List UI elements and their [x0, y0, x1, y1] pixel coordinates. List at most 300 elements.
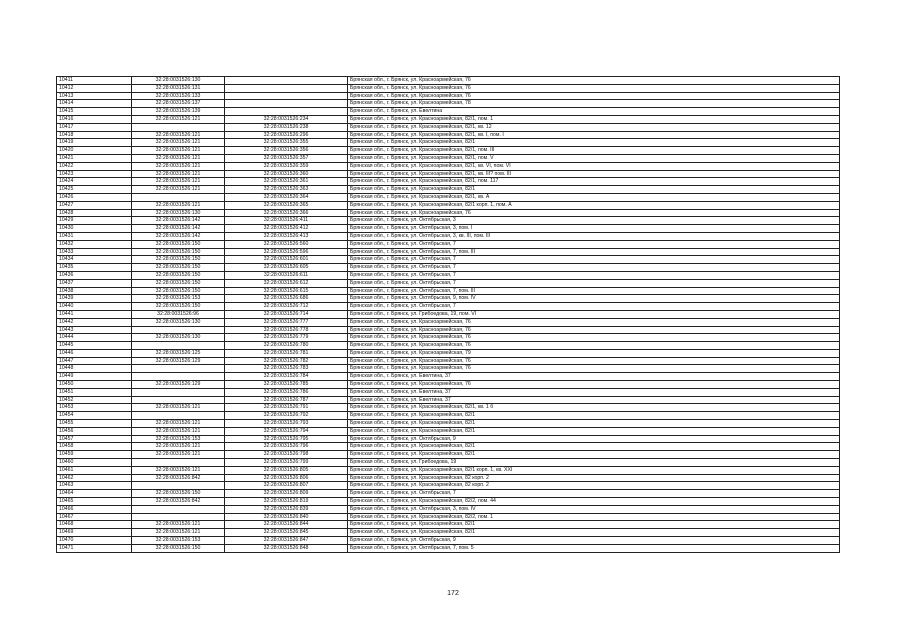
table-row — [57, 123, 840, 131]
address-cell: Брянская обл., г. Брянск, ул. Красноармейская, 82/1 — [348, 420, 840, 428]
address-cell: Брянская обл., г. Брянск, ул. Красноармейская, 78 — [348, 100, 840, 108]
table-row — [57, 544, 840, 552]
parcel-number-cell: 32:28:0031526:121 — [132, 529, 225, 537]
row-number-cell: 10468 — [57, 521, 132, 529]
parcel-number-cell: 32:28:0031526:96 — [132, 310, 225, 318]
object-number-cell: 32:28:0031526:793 — [225, 420, 348, 428]
row-number-cell: 10433 — [57, 248, 132, 256]
table-row — [57, 264, 840, 272]
parcel-number-cell: 32:28:0031526:150 — [132, 240, 225, 248]
row-number-cell: 10422 — [57, 162, 132, 170]
parcel-number-cell: 32:28:0031526:121 — [132, 147, 225, 155]
table-row — [57, 108, 840, 116]
table-row — [57, 279, 840, 287]
address-cell: Брянская обл., г. Брянск, ул. Красноармейская, 82/1 — [348, 427, 840, 435]
table-row — [57, 474, 840, 482]
address-cell: Брянская обл., г. Брянск, ул. Евелтина — [348, 108, 840, 116]
address-cell: Брянская обл., г. Брянск, ул. Красноармейская, 82 корп. 2 — [348, 482, 840, 490]
table-row — [57, 209, 840, 217]
object-number-cell — [225, 108, 348, 116]
address-cell: Брянская обл., г. Брянск, ул. Красноармейская, 82/1 — [348, 443, 840, 451]
object-number-cell: 32:28:0031526:359 — [225, 162, 348, 170]
table-row — [57, 84, 840, 92]
parcel-number-cell: 32:28:0031526:121 — [132, 131, 225, 139]
parcel-number-cell: 32:28:0031526:121 — [132, 162, 225, 170]
object-number-cell: 32:28:0031526:615 — [225, 287, 348, 295]
parcel-number-cell: 32:28:0031526:142 — [132, 217, 225, 225]
address-cell: Брянская обл., г. Брянск, ул. Красноармейская, 82/1 корп. 1, кв. XXI — [348, 466, 840, 474]
object-number-cell — [225, 84, 348, 92]
parcel-number-cell: 32:28:0031526:121 — [132, 466, 225, 474]
row-number-cell: 10447 — [57, 357, 132, 365]
table-row — [57, 232, 840, 240]
table-row — [57, 318, 840, 326]
address-cell: Брянская обл., г. Брянск, ул. Октябрьская, 3, пом. I — [348, 225, 840, 233]
object-number-cell: 32:28:0031526:779 — [225, 334, 348, 342]
parcel-number-cell: 32:28:0031526:150 — [132, 303, 225, 311]
row-number-cell: 10427 — [57, 201, 132, 209]
parcel-number-cell — [132, 373, 225, 381]
parcel-number-cell: 32:28:0031526:142 — [132, 232, 225, 240]
table-row — [57, 170, 840, 178]
parcel-number-cell: 32:28:0031526:153 — [132, 435, 225, 443]
table-row — [57, 396, 840, 404]
object-number-cell — [225, 77, 348, 85]
address-cell: Брянская обл., г. Брянск, ул. Красноармейская, 82/1, пом. III — [348, 147, 840, 155]
object-number-cell: 32:28:0031526:848 — [225, 544, 348, 552]
address-cell: Брянская обл., г. Брянск, ул. Красноармейская, 82/1 — [348, 412, 840, 420]
row-number-cell: 10461 — [57, 466, 132, 474]
object-number-cell: 32:28:0031526:783 — [225, 365, 348, 373]
address-cell: Брянская обл., г. Брянск, ул. Евелтина, 37 — [348, 388, 840, 396]
object-number-cell: 32:28:0031526:787 — [225, 396, 348, 404]
object-number-cell: 32:28:0031526:777 — [225, 318, 348, 326]
table-row — [57, 225, 840, 233]
object-number-cell: 32:28:0031526:795 — [225, 435, 348, 443]
row-number-cell: 10454 — [57, 412, 132, 420]
parcel-number-cell — [132, 342, 225, 350]
row-number-cell: 10471 — [57, 544, 132, 552]
address-cell: Брянская обл., г. Брянск, ул. Октябрьская, 9 — [348, 537, 840, 545]
table-row — [57, 427, 840, 435]
table-row — [57, 482, 840, 490]
table-row — [57, 412, 840, 420]
parcel-number-cell — [132, 123, 225, 131]
cadastral-table — [56, 76, 840, 553]
address-cell: Брянская обл., г. Брянск, ул. Красноармейская, 82/1, пом. 117 — [348, 178, 840, 186]
table-row — [57, 420, 840, 428]
object-number-cell: 32:28:0031526:798 — [225, 451, 348, 459]
object-number-cell: 32:28:0031526:799 — [225, 459, 348, 467]
object-number-cell: 32:28:0031526:361 — [225, 178, 348, 186]
table-row — [57, 248, 840, 256]
table-row — [57, 217, 840, 225]
object-number-cell: 32:28:0031526:412 — [225, 225, 348, 233]
parcel-number-cell: 32:28:0031526:121 — [132, 186, 225, 194]
object-number-cell: 32:28:0031526:611 — [225, 271, 348, 279]
table-row — [57, 310, 840, 318]
row-number-cell: 10425 — [57, 186, 132, 194]
row-number-cell: 10415 — [57, 108, 132, 116]
object-number-cell — [225, 100, 348, 108]
object-number-cell: 32:28:0031526:366 — [225, 209, 348, 217]
table-row — [57, 490, 840, 498]
object-number-cell: 32:28:0031526:612 — [225, 279, 348, 287]
parcel-number-cell: 32:28:0031526:121 — [132, 115, 225, 123]
object-number-cell: 32:28:0031526:365 — [225, 201, 348, 209]
address-cell: Брянская обл., г. Брянск, ул. Красноармейская, 82/1 — [348, 186, 840, 194]
address-cell: Брянская обл., г. Брянск, ул. Красноармейская, 76 — [348, 77, 840, 85]
table-row — [57, 115, 840, 123]
parcel-number-cell — [132, 412, 225, 420]
parcel-number-cell: 32:28:0031526:121 — [132, 154, 225, 162]
table-row — [57, 287, 840, 295]
row-number-cell: 10446 — [57, 349, 132, 357]
parcel-number-cell: 32:28:0031526:139 — [132, 108, 225, 116]
object-number-cell: 32:28:0031526:357 — [225, 154, 348, 162]
address-cell: Брянская обл., г. Брянск, ул. Красноармейская, 82/1, кв. VI, пом. VI — [348, 162, 840, 170]
row-number-cell: 10465 — [57, 498, 132, 506]
object-number-cell — [225, 92, 348, 100]
table-row — [57, 451, 840, 459]
row-number-cell: 10444 — [57, 334, 132, 342]
row-number-cell: 10442 — [57, 318, 132, 326]
table-row — [57, 443, 840, 451]
address-cell: Брянская обл., г. Брянск, ул. Красноармейская, 76 — [348, 209, 840, 217]
address-cell: Брянская обл., г. Брянск, ул. Красноармейская, 82/1 — [348, 521, 840, 529]
table-row — [57, 162, 840, 170]
table-body — [57, 77, 840, 553]
object-number-cell: 32:28:0031526:807 — [225, 482, 348, 490]
row-number-cell: 10452 — [57, 396, 132, 404]
row-number-cell: 10462 — [57, 474, 132, 482]
row-number-cell: 10428 — [57, 209, 132, 217]
parcel-number-cell — [132, 513, 225, 521]
object-number-cell: 32:28:0031526:781 — [225, 349, 348, 357]
table-row — [57, 131, 840, 139]
table-row — [57, 147, 840, 155]
parcel-number-cell: 32:28:0031526:121 — [132, 178, 225, 186]
row-number-cell: 10450 — [57, 381, 132, 389]
address-cell: Брянская обл., г. Брянск, ул. Грибоедова, 19, пом. VI — [348, 310, 840, 318]
address-cell: Брянская обл., г. Брянск, ул. Октябрьская, 3 — [348, 217, 840, 225]
row-number-cell: 10413 — [57, 92, 132, 100]
table-row — [57, 537, 840, 545]
object-number-cell: 32:28:0031526:845 — [225, 529, 348, 537]
parcel-number-cell — [132, 388, 225, 396]
table-row — [57, 303, 840, 311]
object-number-cell: 32:28:0031526:839 — [225, 505, 348, 513]
table-row — [57, 505, 840, 513]
address-cell: Брянская обл., г. Брянск, ул. Грибоедова, 19 — [348, 459, 840, 467]
row-number-cell: 10423 — [57, 170, 132, 178]
table-row — [57, 357, 840, 365]
address-cell: Брянская обл., г. Брянск, ул. Красноармейская, 79 — [348, 349, 840, 357]
address-cell: Брянская обл., г. Брянск, ул. Красноармейская, 82/1, кв. А — [348, 193, 840, 201]
parcel-number-cell: 32:28:0031526:121 — [132, 443, 225, 451]
parcel-number-cell: 32:28:0031526:130 — [132, 318, 225, 326]
row-number-cell: 10411 — [57, 77, 132, 85]
row-number-cell: 10441 — [57, 310, 132, 318]
object-number-cell: 32:28:0031526:785 — [225, 381, 348, 389]
address-cell: Брянская обл., г. Брянск, ул. Красноармейская, 82/1, кв. 1 б — [348, 404, 840, 412]
row-number-cell: 10453 — [57, 404, 132, 412]
parcel-number-cell: 32:28:0031526:153 — [132, 537, 225, 545]
object-number-cell: 32:28:0031526:819 — [225, 498, 348, 506]
object-number-cell: 32:28:0031526:847 — [225, 537, 348, 545]
object-number-cell: 32:28:0031526:355 — [225, 139, 348, 147]
parcel-number-cell: 32:28:0031526:131 — [132, 84, 225, 92]
table-row — [57, 388, 840, 396]
object-number-cell: 32:28:0031526:413 — [225, 232, 348, 240]
parcel-number-cell — [132, 505, 225, 513]
table-row — [57, 139, 840, 147]
parcel-number-cell — [132, 326, 225, 334]
page-number: 172 — [447, 590, 459, 597]
parcel-number-cell: 32:28:0031526:150 — [132, 544, 225, 552]
parcel-number-cell: 32:28:0031526:150 — [132, 490, 225, 498]
address-cell: Брянская обл., г. Брянск, ул. Красноармейская, 76 — [348, 357, 840, 365]
row-number-cell: 10469 — [57, 529, 132, 537]
row-number-cell: 10436 — [57, 271, 132, 279]
parcel-number-cell: 32:28:0031526:150 — [132, 287, 225, 295]
object-number-cell: 32:28:0031526:296 — [225, 131, 348, 139]
table-row — [57, 521, 840, 529]
table-row — [57, 529, 840, 537]
row-number-cell: 10451 — [57, 388, 132, 396]
table-row — [57, 201, 840, 209]
parcel-number-cell — [132, 396, 225, 404]
parcel-number-cell: 32:28:0031526:842 — [132, 474, 225, 482]
address-cell: Брянская обл., г. Брянск, ул. Красноармейская, 82/1 корп. 1, пом. А — [348, 201, 840, 209]
object-number-cell: 32:28:0031526:411 — [225, 217, 348, 225]
object-number-cell: 32:28:0031526:356 — [225, 147, 348, 155]
parcel-number-cell: 32:28:0031526:150 — [132, 264, 225, 272]
address-cell: Брянская обл., г. Брянск, ул. Красноармейская, 76 — [348, 342, 840, 350]
object-number-cell: 32:28:0031526:364 — [225, 193, 348, 201]
address-cell: Брянская обл., г. Брянск, ул. Евелтина, 37 — [348, 396, 840, 404]
row-number-cell: 10464 — [57, 490, 132, 498]
row-number-cell: 10438 — [57, 287, 132, 295]
address-cell: Брянская обл., г. Брянск, ул. Красноармейская, 82/1, кв. III? пом. III — [348, 170, 840, 178]
table-row — [57, 498, 840, 506]
table-row — [57, 365, 840, 373]
parcel-number-cell: 32:28:0031526:125 — [132, 349, 225, 357]
address-cell: Брянская обл., г. Брянск, ул. Евелтина, 37 — [348, 373, 840, 381]
object-number-cell: 32:28:0031526:794 — [225, 427, 348, 435]
address-cell: Брянская обл., г. Брянск, ул. Красноармейская, 82 корп. 2 — [348, 474, 840, 482]
row-number-cell: 10456 — [57, 427, 132, 435]
address-cell: Брянская обл., г. Брянск, ул. Октябрьская, 7 — [348, 303, 840, 311]
row-number-cell: 10420 — [57, 147, 132, 155]
address-cell: Брянская обл., г. Брянск, ул. Октябрьская, 7, пом. 5 — [348, 544, 840, 552]
table-row — [57, 373, 840, 381]
table-row — [57, 295, 840, 303]
object-number-cell: 32:28:0031526:796 — [225, 443, 348, 451]
parcel-number-cell: 32:28:0031526:129 — [132, 357, 225, 365]
parcel-number-cell: 32:28:0031526:121 — [132, 427, 225, 435]
row-number-cell: 10426 — [57, 193, 132, 201]
address-cell: Брянская обл., г. Брянск, ул. Октябрьская, 7 — [348, 264, 840, 272]
row-number-cell: 10430 — [57, 225, 132, 233]
row-number-cell: 10467 — [57, 513, 132, 521]
row-number-cell: 10435 — [57, 264, 132, 272]
address-cell: Брянская обл., г. Брянск, ул. Октябрьская, 7 — [348, 279, 840, 287]
parcel-number-cell — [132, 365, 225, 373]
parcel-number-cell: 32:28:0031526:150 — [132, 248, 225, 256]
table-row — [57, 404, 840, 412]
row-number-cell: 10455 — [57, 420, 132, 428]
table-row — [57, 154, 840, 162]
row-number-cell: 10463 — [57, 482, 132, 490]
row-number-cell: 10434 — [57, 256, 132, 264]
address-cell: Брянская обл., г. Брянск, ул. Октябрьская, 7 — [348, 256, 840, 264]
row-number-cell: 10457 — [57, 435, 132, 443]
address-cell: Брянская обл., г. Брянск, ул. Красноармейская, 76 — [348, 365, 840, 373]
row-number-cell: 10417 — [57, 123, 132, 131]
table-row — [57, 178, 840, 186]
table-row — [57, 459, 840, 467]
parcel-number-cell: 32:28:0031526:142 — [132, 225, 225, 233]
row-number-cell: 10439 — [57, 295, 132, 303]
parcel-number-cell: 32:28:0031526:121 — [132, 404, 225, 412]
parcel-number-cell: 32:28:0031526:133 — [132, 92, 225, 100]
object-number-cell: 32:28:0031526:806 — [225, 474, 348, 482]
address-cell: Брянская обл., г. Брянск, ул. Октябрьская, 9 — [348, 435, 840, 443]
object-number-cell: 32:28:0031526:784 — [225, 373, 348, 381]
address-cell: Брянская обл., г. Брянск, ул. Октябрьская, 7 — [348, 240, 840, 248]
row-number-cell: 10419 — [57, 139, 132, 147]
parcel-number-cell: 32:28:0031526:150 — [132, 279, 225, 287]
row-number-cell: 10440 — [57, 303, 132, 311]
object-number-cell: 32:28:0031526:844 — [225, 521, 348, 529]
address-cell: Брянская обл., г. Брянск, ул. Красноармейская, 76 — [348, 381, 840, 389]
parcel-number-cell: 32:28:0031526:153 — [132, 295, 225, 303]
table-row — [57, 100, 840, 108]
parcel-number-cell: 32:28:0031526:130 — [132, 209, 225, 217]
table-row — [57, 271, 840, 279]
object-number-cell: 32:28:0031526:792 — [225, 412, 348, 420]
object-number-cell: 32:28:0031526:840 — [225, 513, 348, 521]
parcel-number-cell: 32:28:0031526:137 — [132, 100, 225, 108]
row-number-cell: 10416 — [57, 115, 132, 123]
address-cell: Брянская обл., г. Брянск, ул. Красноармейская, 82/1 — [348, 139, 840, 147]
table-row — [57, 193, 840, 201]
table-row — [57, 240, 840, 248]
table-row — [57, 92, 840, 100]
address-cell: Брянская обл., г. Брянск, ул. Красноармейская, 76 — [348, 326, 840, 334]
address-cell: Брянская обл., г. Брянск, ул. Красноармейская, 82/1 — [348, 451, 840, 459]
row-number-cell: 10449 — [57, 373, 132, 381]
address-cell: Брянская обл., г. Брянск, ул. Октябрьская, 7 — [348, 490, 840, 498]
row-number-cell: 10432 — [57, 240, 132, 248]
parcel-number-cell — [132, 459, 225, 467]
object-number-cell: 32:28:0031526:686 — [225, 295, 348, 303]
table-row — [57, 466, 840, 474]
row-number-cell: 10424 — [57, 178, 132, 186]
row-number-cell: 10460 — [57, 459, 132, 467]
object-number-cell: 32:28:0031526:791 — [225, 404, 348, 412]
row-number-cell: 10437 — [57, 279, 132, 287]
object-number-cell: 32:28:0031526:809 — [225, 490, 348, 498]
parcel-number-cell: 32:28:0031526:121 — [132, 521, 225, 529]
address-cell: Брянская обл., г. Брянск, ул. Красноармейская, 82/1, пом. V — [348, 154, 840, 162]
row-number-cell: 10414 — [57, 100, 132, 108]
address-cell: Брянская обл., г. Брянск, ул. Октябрьская, 7, пом. III — [348, 287, 840, 295]
parcel-number-cell: 32:28:0031526:121 — [132, 170, 225, 178]
parcel-number-cell: 32:28:0031526:121 — [132, 451, 225, 459]
parcel-number-cell: 32:28:0031526:121 — [132, 139, 225, 147]
row-number-cell: 10458 — [57, 443, 132, 451]
address-cell: Брянская обл., г. Брянск, ул. Красноармейская, 76 — [348, 334, 840, 342]
parcel-number-cell: 32:28:0031526:121 — [132, 420, 225, 428]
address-cell: Брянская обл., г. Брянск, ул. Красноармейская, 82/1 — [348, 529, 840, 537]
table-row — [57, 334, 840, 342]
address-cell: Брянская обл., г. Брянск, ул. Красноармейская, 82/1, пом. 1 — [348, 115, 840, 123]
table-row — [57, 77, 840, 85]
address-cell: Брянская обл., г. Брянск, ул. Красноармейская, 82/1, кв. I, пом. I — [348, 131, 840, 139]
table-row — [57, 513, 840, 521]
parcel-number-cell: 32:28:0031526:130 — [132, 77, 225, 85]
table-row — [57, 326, 840, 334]
parcel-number-cell: 32:28:0031526:150 — [132, 271, 225, 279]
row-number-cell: 10466 — [57, 505, 132, 513]
address-cell: Брянская обл., г. Брянск, ул. Октябрьская, 7, пом. III — [348, 248, 840, 256]
table-row — [57, 256, 840, 264]
address-cell: Брянская обл., г. Брянск, ул. Красноармейская, 76 — [348, 92, 840, 100]
object-number-cell: 32:28:0031526:805 — [225, 466, 348, 474]
object-number-cell: 32:28:0031526:778 — [225, 326, 348, 334]
address-cell: Брянская обл., г. Брянск, ул. Октябрьская, 9, пом. IV — [348, 295, 840, 303]
row-number-cell: 10431 — [57, 232, 132, 240]
table-row — [57, 186, 840, 194]
address-cell: Брянская обл., г. Брянск, ул. Красноармейская, 82/2, пом. 1 — [348, 513, 840, 521]
table-row — [57, 342, 840, 350]
row-number-cell: 10448 — [57, 365, 132, 373]
address-cell: Брянская обл., г. Брянск, ул. Октябрьская, 7 — [348, 271, 840, 279]
address-cell: Брянская обл., г. Брянск, ул. Октябрьская, 3, пом. IV — [348, 505, 840, 513]
address-cell: Брянская обл., г. Брянск, ул. Красноармейская, 76 — [348, 84, 840, 92]
object-number-cell: 32:28:0031526:596 — [225, 248, 348, 256]
object-number-cell: 32:28:0031526:363 — [225, 186, 348, 194]
parcel-number-cell — [132, 482, 225, 490]
row-number-cell: 10429 — [57, 217, 132, 225]
object-number-cell: 32:28:0031526:786 — [225, 388, 348, 396]
object-number-cell: 32:28:0031526:360 — [225, 170, 348, 178]
object-number-cell: 32:28:0031526:601 — [225, 256, 348, 264]
object-number-cell: 32:28:0031526:712 — [225, 303, 348, 311]
object-number-cell: 32:28:0031526:560 — [225, 240, 348, 248]
table-row — [57, 381, 840, 389]
parcel-number-cell: 32:28:0031526:129 — [132, 381, 225, 389]
row-number-cell: 10443 — [57, 326, 132, 334]
row-number-cell: 10418 — [57, 131, 132, 139]
address-cell: Брянская обл., г. Брянск, ул. Красноармейская, 82/1, кв. 12 — [348, 123, 840, 131]
address-cell: Брянская обл., г. Брянск, ул. Октябрьская, 3, кв. III, пом. III — [348, 232, 840, 240]
row-number-cell: 10470 — [57, 537, 132, 545]
row-number-cell: 10445 — [57, 342, 132, 350]
row-number-cell: 10459 — [57, 451, 132, 459]
object-number-cell: 32:28:0031526:605 — [225, 264, 348, 272]
object-number-cell: 32:28:0031526:780 — [225, 342, 348, 350]
table-row — [57, 349, 840, 357]
parcel-number-cell: 32:28:0031526:842 — [132, 498, 225, 506]
parcel-number-cell: 32:28:0031526:130 — [132, 334, 225, 342]
object-number-cell: 32:28:0031526:234 — [225, 115, 348, 123]
row-number-cell: 10421 — [57, 154, 132, 162]
object-number-cell: 32:28:0031526:238 — [225, 123, 348, 131]
parcel-number-cell: 32:28:0031526:121 — [132, 201, 225, 209]
